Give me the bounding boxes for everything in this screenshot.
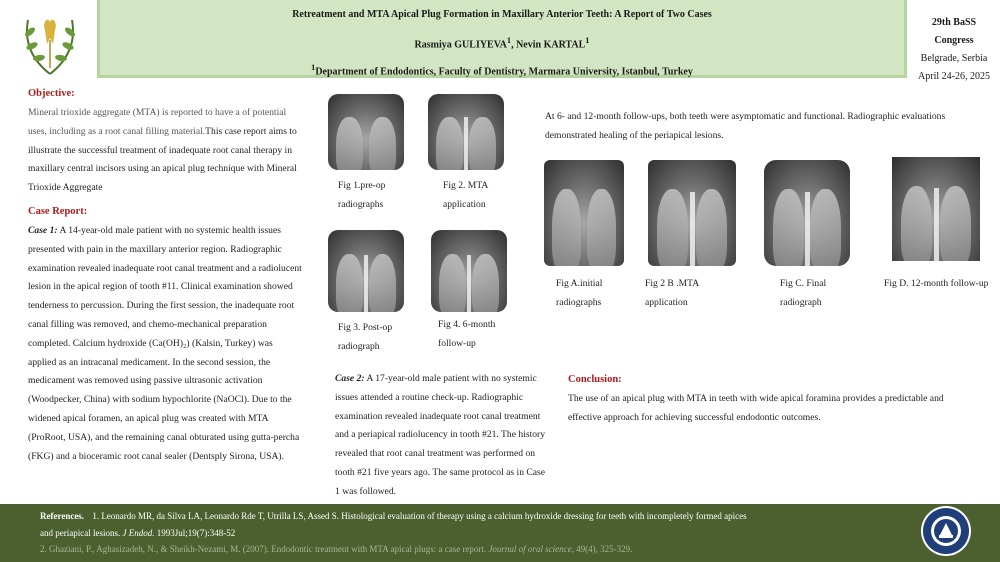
fig2-mta-radiograph bbox=[428, 94, 504, 170]
figB-mta-radiograph bbox=[648, 160, 736, 266]
figD-caption: Fig D. 12-month follow-up bbox=[884, 278, 989, 289]
figA-caption: Fig A.initial radiographs bbox=[556, 278, 603, 308]
reference-1: References. 1. Leonardo MR, da Silva LA, Leonardo Rde T, Utrilla LS, Assed S. Histological evaluation of therapy using a calcium hydroxide dressing for teeth with incompletely formed apices and periapical lesions. J Endod. 1993Jul;19(7):348-52 bbox=[40, 511, 747, 538]
figC-caption: Fig C. Final radiograph bbox=[780, 278, 827, 308]
poster-header bbox=[97, 0, 907, 78]
bass-logo bbox=[12, 10, 88, 78]
figC-final-radiograph bbox=[764, 160, 850, 266]
poster-affiliation: $^1$Department of Endodontics, Faculty of Dentistry, Marmara University, Istanbul, Turkey bbox=[311, 63, 693, 78]
figA-initial-radiograph bbox=[544, 160, 624, 266]
figD-12month-radiograph bbox=[892, 157, 980, 261]
poster-authors: Rasmiya GULIYEVA$^1$, Nevin KARTAL$^1$ bbox=[414, 36, 590, 51]
fig1-preop-radiograph bbox=[328, 94, 404, 170]
case2-text: Case 2: A 17-year-old male patient with no systemic issues attended a routine check-up. Radiographic examination revealed inadequate root canal treatment and a periapical radiolucency in tooth #21. The history revealed that root canal treatment was performed on tooth #21 five years ago. The same protocol as in Case 1 was followed. bbox=[335, 373, 546, 497]
marmara-university-seal bbox=[920, 505, 972, 557]
fig3-postop-radiograph bbox=[328, 230, 404, 312]
reference-2: 2. Ghaziani, P., Aghasizadeh, N., & Sheikh-Nezami, M. (2007). Endodontic treatment with MTA apical plugs: a case report. Journal of oral science, 49(4), 325-329. bbox=[40, 544, 633, 554]
case-report-heading: Case Report: bbox=[28, 206, 88, 217]
conference-info: 29th BaSS Congress Belgrade, Serbia April 24-26, 2025 bbox=[918, 17, 990, 82]
poster-title: Retreatment and MTA Apical Plug Formation in Maxillary Anterior Teeth: A Report of Two Cases bbox=[292, 9, 712, 20]
case1-text: Case 1: A 14-year-old male patient with no systemic health issues presented with pain in the maxillary anterior region. Radiographic examination revealed inadequate root canal treatment and a radiolucent lesion in the apical region of tooth #11. Clinical examination showed tenderness to percussion. During the first session, the inadequate root canal filling was removed, and chemo-mechanical preparation completed. Calcium hydroxide (Ca(OH)₂) (Kalsin, Turkey) was applied as an intracanal medicament. In the second session, the medicament was removed using passive ultrasonic activation (Woodpecker, China) with sodium hypochlorite (NaOCl). Due to the widened apical foramen, an apical plug was created with MTA (ProRoot, USA), and the remaining canal obturated using gutta-percha (FKG) and a bioceramic root canal sealer (Dentsply Sirona, USA). bbox=[28, 225, 302, 462]
objective-heading: Objective: bbox=[28, 88, 75, 99]
figB-caption: Fig 2 B .MTA application bbox=[645, 278, 699, 308]
fig4-caption: Fig 4. 6-month follow-up bbox=[438, 319, 496, 349]
fig1-caption: Fig 1.pre-op radiographs bbox=[338, 180, 386, 210]
objective-text: Mineral trioxide aggregate (MTA) is reported to have a of potential uses, including as a root canal filling material.This case report aims to illustrate the successful treatment of inadequate root canal therapy in maxillary central incisors using an apical plug technique with Mineral Trioxide Aggregate bbox=[28, 107, 297, 194]
fig3-caption: Fig 3. Post-op radiograph bbox=[338, 322, 393, 352]
fig4-6month-radiograph bbox=[431, 230, 507, 312]
conclusion-text: The use of an apical plug with MTA in teeth with wide apical foramina provides a predictable and effective approach for achieving successful endodontic outcomes. bbox=[568, 393, 944, 423]
followup-text: At 6- and 12-month follow-ups, both teeth were asymptomatic and functional. Radiographic evaluations demonstrated healing of the periapical lesions. bbox=[545, 111, 946, 141]
fig2-caption: Fig 2. MTA application bbox=[443, 180, 488, 210]
conclusion-heading: Conclusion: bbox=[568, 374, 622, 385]
